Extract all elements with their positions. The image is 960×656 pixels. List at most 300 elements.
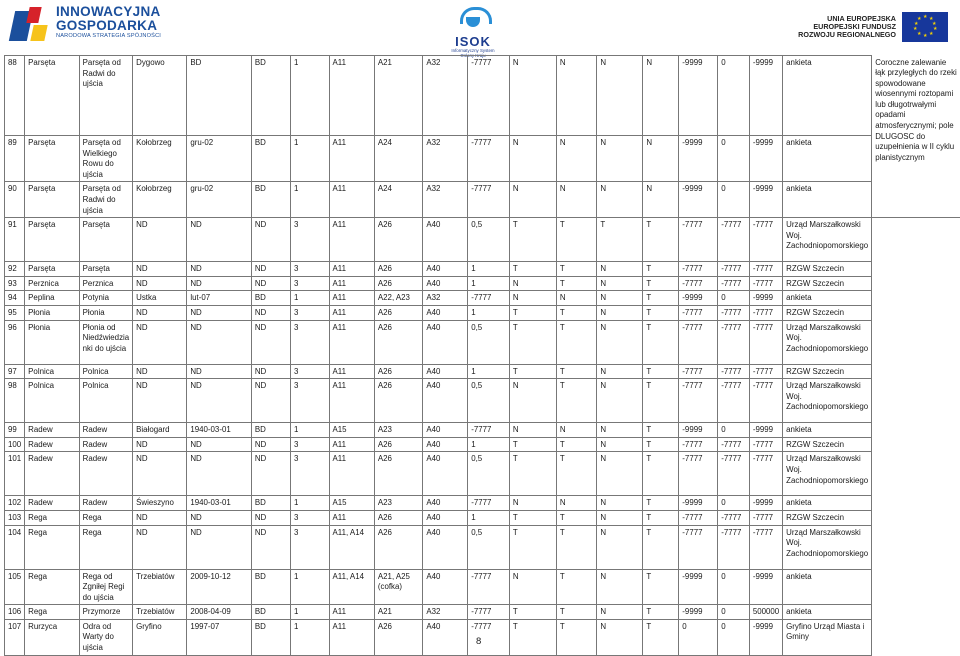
table-cell: A11, A14 bbox=[329, 569, 374, 605]
table-cell: A11 bbox=[329, 452, 374, 496]
table-cell: -7777 bbox=[718, 305, 750, 320]
table-cell: -9999 bbox=[749, 619, 782, 655]
table-cell: ankieta bbox=[783, 569, 872, 605]
table-cell: A11 bbox=[329, 56, 374, 136]
table-row bbox=[5, 136, 960, 182]
table-cell: A11 bbox=[329, 437, 374, 452]
table-cell: Płonia bbox=[25, 320, 80, 364]
table-cell: T bbox=[509, 437, 556, 452]
table-cell: -9999 bbox=[749, 496, 782, 511]
table-cell: ankieta bbox=[783, 423, 872, 438]
table-cell: BD bbox=[251, 496, 290, 511]
table-cell: Radew bbox=[25, 496, 80, 511]
table-cell: 1 bbox=[468, 437, 510, 452]
table-cell: Parsęta bbox=[79, 218, 132, 262]
table-cell: -7777 bbox=[718, 276, 750, 291]
table-row bbox=[5, 525, 960, 569]
table-cell: T bbox=[509, 364, 556, 379]
table-cell: A32 bbox=[423, 182, 468, 218]
table-cell: -7777 bbox=[679, 320, 718, 364]
table-cell: Urząd Marszałkowski Woj. Zachodniopomorskiego bbox=[783, 452, 872, 496]
table-cell: -7777 bbox=[468, 182, 510, 218]
table-cell: -7777 bbox=[468, 496, 510, 511]
table-cell: -7777 bbox=[468, 569, 510, 605]
table-cell: 92 bbox=[5, 262, 25, 277]
table-cell: BD bbox=[251, 423, 290, 438]
table-cell: 90 bbox=[5, 182, 25, 218]
table-cell: -9999 bbox=[749, 291, 782, 306]
table-cell: 103 bbox=[5, 510, 25, 525]
table-cell: Polnica bbox=[25, 364, 80, 379]
table-cell: A23 bbox=[374, 423, 422, 438]
table-cell: N bbox=[556, 56, 597, 136]
table-cell: 95 bbox=[5, 305, 25, 320]
table-cell: A11 bbox=[329, 276, 374, 291]
table-cell: -9999 bbox=[679, 569, 718, 605]
table-cell: T bbox=[509, 619, 556, 655]
table-cell: Parsęta od Wielkiego Rowu do ujścia bbox=[79, 136, 132, 182]
table-cell: BD bbox=[251, 569, 290, 605]
table-cell: 0 bbox=[718, 56, 750, 136]
table-cell: -7777 bbox=[749, 510, 782, 525]
table-cell: A40 bbox=[423, 276, 468, 291]
table-cell: ankieta bbox=[783, 182, 872, 218]
table-cell: ND bbox=[133, 218, 187, 262]
table-cell: A11 bbox=[329, 262, 374, 277]
table-cell: N bbox=[597, 364, 643, 379]
table-cell: 0 bbox=[718, 605, 750, 620]
table-cell: 100 bbox=[5, 437, 25, 452]
table-cell: 101 bbox=[5, 452, 25, 496]
table-cell: A11 bbox=[329, 320, 374, 364]
table-cell: ankieta bbox=[783, 56, 872, 136]
table-cell: -7777 bbox=[679, 452, 718, 496]
table-cell: 0 bbox=[718, 423, 750, 438]
table-cell: T bbox=[643, 510, 679, 525]
table-cell: ND bbox=[133, 452, 187, 496]
table-cell: A40 bbox=[423, 320, 468, 364]
table-cell: ND bbox=[187, 510, 251, 525]
table-cell: ND bbox=[133, 364, 187, 379]
table-cell: A40 bbox=[423, 262, 468, 277]
eu-line-1: UNIA EUROPEJSKA bbox=[798, 15, 896, 23]
table-cell: 0 bbox=[718, 569, 750, 605]
table-cell: -7777 bbox=[749, 452, 782, 496]
table-cell: 1 bbox=[468, 364, 510, 379]
table-cell: 2008-04-09 bbox=[187, 605, 251, 620]
table-cell: N bbox=[597, 320, 643, 364]
table-cell: Radew bbox=[25, 423, 80, 438]
table-cell: 3 bbox=[290, 525, 329, 569]
table-cell: N bbox=[643, 136, 679, 182]
table-cell: T bbox=[643, 364, 679, 379]
table-cell: -9999 bbox=[679, 496, 718, 511]
table-cell: ND bbox=[133, 262, 187, 277]
logo-line-1: INNOWACYJNA bbox=[56, 5, 161, 19]
table-cell: BD bbox=[251, 56, 290, 136]
table-cell: Polnica bbox=[79, 379, 132, 423]
table-cell: ND bbox=[251, 437, 290, 452]
table-cell: Gryfino bbox=[133, 619, 187, 655]
table-cell: N bbox=[643, 182, 679, 218]
table-cell: -7777 bbox=[749, 262, 782, 277]
table-cell: Przymorze bbox=[79, 605, 132, 620]
table-cell: N bbox=[556, 423, 597, 438]
table-cell: A23 bbox=[374, 496, 422, 511]
table-cell: Radew bbox=[79, 496, 132, 511]
logo-line-3: NARODOWA STRATEGIA SPÓJNOŚCI bbox=[56, 34, 161, 40]
table-row bbox=[5, 379, 960, 423]
table-cell: N bbox=[597, 605, 643, 620]
table-cell: Rega od Zgniłej Regi do ujścia bbox=[79, 569, 132, 605]
table-cell: Urząd Marszałkowski Woj. Zachodniopomorskiego bbox=[783, 525, 872, 569]
table-cell: -9999 bbox=[749, 569, 782, 605]
table-cell: ND bbox=[187, 364, 251, 379]
table-cell: T bbox=[643, 218, 679, 262]
table-cell: A21, A25 (cofka) bbox=[374, 569, 422, 605]
ig-logo-mark-icon bbox=[12, 5, 50, 43]
table-cell: Rega bbox=[25, 605, 80, 620]
table-row bbox=[5, 569, 960, 605]
table-cell: A26 bbox=[374, 262, 422, 277]
innowacyjna-gospodarka-logo bbox=[12, 5, 161, 43]
table-cell: T bbox=[509, 525, 556, 569]
table-cell: T bbox=[643, 605, 679, 620]
table-row bbox=[5, 262, 960, 277]
table-cell: -9999 bbox=[679, 56, 718, 136]
table-cell: T bbox=[643, 423, 679, 438]
table-cell: T bbox=[643, 305, 679, 320]
table-cell: 97 bbox=[5, 364, 25, 379]
table-cell: A40 bbox=[423, 496, 468, 511]
table-cell: RZGW Szczecin bbox=[783, 510, 872, 525]
table-cell: Radew bbox=[79, 423, 132, 438]
table-cell: 102 bbox=[5, 496, 25, 511]
table-cell: RZGW Szczecin bbox=[783, 364, 872, 379]
table-cell: Perznica bbox=[25, 276, 80, 291]
table-cell: 1 bbox=[468, 510, 510, 525]
table-row bbox=[5, 619, 960, 655]
table-cell: -9999 bbox=[679, 605, 718, 620]
table-cell: 0,5 bbox=[468, 320, 510, 364]
table-cell: T bbox=[597, 218, 643, 262]
table-cell: ND bbox=[133, 276, 187, 291]
table-cell: 104 bbox=[5, 525, 25, 569]
isok-sub-2: Osłony Kraju bbox=[438, 54, 508, 59]
table-cell: A26 bbox=[374, 305, 422, 320]
empty-remarks-cell bbox=[872, 218, 960, 262]
table-cell: -7777 bbox=[749, 218, 782, 262]
table-cell: A32 bbox=[423, 136, 468, 182]
isok-sub-1: Informatyczny System bbox=[438, 49, 508, 54]
table-cell: gru-02 bbox=[187, 136, 251, 182]
table-cell: Trzebiatów bbox=[133, 605, 187, 620]
table-cell: lut-07 bbox=[187, 291, 251, 306]
table-cell: ND bbox=[251, 364, 290, 379]
table-cell: ND bbox=[187, 452, 251, 496]
table-cell: Parsęta bbox=[25, 218, 80, 262]
table-cell: T bbox=[509, 218, 556, 262]
table-cell: Ustka bbox=[133, 291, 187, 306]
table-cell: A26 bbox=[374, 379, 422, 423]
table-cell: 1940-03-01 bbox=[187, 496, 251, 511]
table-cell: ND bbox=[133, 320, 187, 364]
table-cell: -7777 bbox=[468, 291, 510, 306]
table-cell: -7777 bbox=[679, 437, 718, 452]
empty-remarks-cell bbox=[872, 305, 960, 320]
table-cell: Urząd Marszałkowski Woj. Zachodniopomorskiego bbox=[783, 379, 872, 423]
table-cell: RZGW Szczecin bbox=[783, 262, 872, 277]
table-cell: Białogard bbox=[133, 423, 187, 438]
table-cell: -7777 bbox=[679, 262, 718, 277]
eu-logo bbox=[798, 12, 948, 42]
table-cell: 99 bbox=[5, 423, 25, 438]
table-cell: A40 bbox=[423, 437, 468, 452]
table-cell: -7777 bbox=[468, 619, 510, 655]
table-cell: -7777 bbox=[718, 364, 750, 379]
table-cell: A24 bbox=[374, 136, 422, 182]
table-row bbox=[5, 496, 960, 511]
isok-wordmark: ISOK bbox=[438, 34, 508, 49]
table-cell: A26 bbox=[374, 218, 422, 262]
table-cell: Płonia bbox=[79, 305, 132, 320]
table-cell: Kołobrzeg bbox=[133, 136, 187, 182]
table-cell: ND bbox=[251, 525, 290, 569]
table-cell: -7777 bbox=[679, 364, 718, 379]
table-cell: N bbox=[597, 423, 643, 438]
table-cell: -9999 bbox=[679, 291, 718, 306]
table-cell: A40 bbox=[423, 305, 468, 320]
table-cell: 0,5 bbox=[468, 525, 510, 569]
table-cell: 0 bbox=[679, 619, 718, 655]
table-cell: N bbox=[509, 182, 556, 218]
table-cell: N bbox=[597, 510, 643, 525]
table-cell: ND bbox=[187, 437, 251, 452]
table-cell: 89 bbox=[5, 136, 25, 182]
table-cell: Świeszyno bbox=[133, 496, 187, 511]
table-cell: ankieta bbox=[783, 136, 872, 182]
table-cell: ND bbox=[251, 510, 290, 525]
table-cell: 0 bbox=[718, 182, 750, 218]
flood-events-table bbox=[4, 55, 960, 656]
table-cell: T bbox=[556, 364, 597, 379]
table-cell: 0,5 bbox=[468, 452, 510, 496]
table-cell: A40 bbox=[423, 525, 468, 569]
table-cell: T bbox=[643, 437, 679, 452]
table-row bbox=[5, 423, 960, 438]
table-cell: N bbox=[509, 569, 556, 605]
table-row bbox=[5, 56, 960, 136]
table-cell: -9999 bbox=[749, 56, 782, 136]
table-cell: T bbox=[556, 379, 597, 423]
table-cell: ankieta bbox=[783, 605, 872, 620]
table-cell: -7777 bbox=[468, 136, 510, 182]
table-cell: T bbox=[509, 320, 556, 364]
table-cell: Parsęta bbox=[25, 136, 80, 182]
empty-remarks-cell bbox=[872, 379, 960, 423]
table-cell: T bbox=[556, 218, 597, 262]
table-cell: Płonia bbox=[25, 305, 80, 320]
table-cell: -7777 bbox=[679, 379, 718, 423]
table-cell: N bbox=[597, 262, 643, 277]
table-cell: 1 bbox=[290, 182, 329, 218]
table-row bbox=[5, 605, 960, 620]
table-cell: Trzebiatów bbox=[133, 569, 187, 605]
empty-remarks-cell bbox=[872, 364, 960, 379]
table-cell: 3 bbox=[290, 437, 329, 452]
table-cell: A11 bbox=[329, 605, 374, 620]
table-cell: -7777 bbox=[468, 605, 510, 620]
table-cell: 105 bbox=[5, 569, 25, 605]
table-cell: Polnica bbox=[25, 379, 80, 423]
table-cell: T bbox=[509, 605, 556, 620]
empty-remarks-cell bbox=[872, 619, 960, 655]
table-cell: Rega bbox=[25, 510, 80, 525]
table-cell: 88 bbox=[5, 56, 25, 136]
table-cell: ND bbox=[133, 379, 187, 423]
table-cell: T bbox=[509, 262, 556, 277]
table-cell: A26 bbox=[374, 525, 422, 569]
table-cell: A11 bbox=[329, 218, 374, 262]
table-cell: -7777 bbox=[718, 218, 750, 262]
table-cell: 94 bbox=[5, 291, 25, 306]
table-row bbox=[5, 218, 960, 262]
table-cell: T bbox=[556, 525, 597, 569]
table-cell: N bbox=[509, 56, 556, 136]
table-cell: -7777 bbox=[749, 364, 782, 379]
table-cell: A11 bbox=[329, 136, 374, 182]
table-cell: A40 bbox=[423, 452, 468, 496]
table-cell: A22, A23 bbox=[374, 291, 422, 306]
table-cell: 1 bbox=[290, 605, 329, 620]
table-cell: 106 bbox=[5, 605, 25, 620]
table-cell: 0,5 bbox=[468, 218, 510, 262]
table-cell: -7777 bbox=[749, 525, 782, 569]
table-cell: ND bbox=[187, 276, 251, 291]
table-cell: 3 bbox=[290, 262, 329, 277]
table-cell: N bbox=[597, 276, 643, 291]
logo-line-2: GOSPODARKA bbox=[56, 19, 161, 33]
table-cell: N bbox=[556, 496, 597, 511]
table-cell: 1997-07 bbox=[187, 619, 251, 655]
table-cell: 3 bbox=[290, 379, 329, 423]
table-cell: N bbox=[509, 136, 556, 182]
table-cell: T bbox=[556, 276, 597, 291]
table-cell: Radew bbox=[25, 452, 80, 496]
table-row bbox=[5, 305, 960, 320]
table-cell: Parsęta bbox=[25, 182, 80, 218]
table-cell: 3 bbox=[290, 218, 329, 262]
table-cell: T bbox=[556, 510, 597, 525]
table-cell: ND bbox=[133, 510, 187, 525]
table-cell: -9999 bbox=[749, 182, 782, 218]
table-cell: BD bbox=[251, 136, 290, 182]
table-cell: BD bbox=[251, 619, 290, 655]
table-cell: 3 bbox=[290, 320, 329, 364]
table-cell: 3 bbox=[290, 364, 329, 379]
table-cell: -7777 bbox=[718, 452, 750, 496]
table-cell: A11 bbox=[329, 379, 374, 423]
table-cell: Parsęta bbox=[25, 262, 80, 277]
table-cell: A11, A14 bbox=[329, 525, 374, 569]
table-cell: N bbox=[509, 379, 556, 423]
table-cell: 1 bbox=[468, 305, 510, 320]
table-cell: A40 bbox=[423, 379, 468, 423]
table-cell: T bbox=[556, 619, 597, 655]
table-cell: A32 bbox=[423, 56, 468, 136]
table-cell: 1 bbox=[290, 136, 329, 182]
table-cell: 2009-10-12 bbox=[187, 569, 251, 605]
table-cell: Potynia bbox=[79, 291, 132, 306]
table-cell: T bbox=[556, 437, 597, 452]
table-cell: BD bbox=[251, 182, 290, 218]
table-cell: T bbox=[643, 276, 679, 291]
table-cell: 0 bbox=[718, 496, 750, 511]
table-cell: -7777 bbox=[749, 379, 782, 423]
table-cell: A15 bbox=[329, 496, 374, 511]
table-cell: A11 bbox=[329, 305, 374, 320]
table-cell: T bbox=[556, 605, 597, 620]
table-cell: N bbox=[556, 182, 597, 218]
table-cell: T bbox=[643, 291, 679, 306]
table-cell: -7777 bbox=[749, 305, 782, 320]
table-cell: -7777 bbox=[749, 320, 782, 364]
table-cell: ND bbox=[187, 379, 251, 423]
table-cell: RZGW Szczecin bbox=[783, 305, 872, 320]
table-cell: -7777 bbox=[718, 379, 750, 423]
table-cell: Radew bbox=[79, 437, 132, 452]
table-cell: 93 bbox=[5, 276, 25, 291]
table-cell: 1 bbox=[290, 569, 329, 605]
table-cell: Parsęta od Radwi do ujścia bbox=[79, 182, 132, 218]
table-cell: -7777 bbox=[468, 56, 510, 136]
table-cell: N bbox=[597, 437, 643, 452]
eu-line-2: EUROPEJSKI FUNDUSZ bbox=[798, 23, 896, 31]
table-cell: 1 bbox=[290, 496, 329, 511]
table-cell: N bbox=[597, 379, 643, 423]
table-cell: ND bbox=[133, 525, 187, 569]
table-cell: -7777 bbox=[468, 423, 510, 438]
table-cell: N bbox=[597, 496, 643, 511]
table-cell: T bbox=[556, 262, 597, 277]
table-cell: ND bbox=[251, 320, 290, 364]
table-cell: -9999 bbox=[749, 423, 782, 438]
table-cell: -7777 bbox=[679, 276, 718, 291]
table-cell: A15 bbox=[329, 423, 374, 438]
table-cell: T bbox=[509, 452, 556, 496]
table-row bbox=[5, 437, 960, 452]
table-cell: N bbox=[556, 291, 597, 306]
table-cell: Płonia od Niedźwiedzia nki do ujścia bbox=[79, 320, 132, 364]
table-cell: A24 bbox=[374, 182, 422, 218]
table-cell: 3 bbox=[290, 276, 329, 291]
table-cell: A26 bbox=[374, 619, 422, 655]
table-cell: 1 bbox=[468, 276, 510, 291]
empty-remarks-cell bbox=[872, 496, 960, 511]
empty-remarks-cell bbox=[872, 569, 960, 605]
table-cell: -7777 bbox=[718, 525, 750, 569]
table-cell: N bbox=[597, 525, 643, 569]
table-cell: 1 bbox=[290, 56, 329, 136]
table-cell: Radew bbox=[25, 437, 80, 452]
table-cell: N bbox=[509, 496, 556, 511]
table-cell: -9999 bbox=[679, 423, 718, 438]
table-cell: T bbox=[556, 320, 597, 364]
table-cell: ND bbox=[251, 379, 290, 423]
table-cell: T bbox=[509, 305, 556, 320]
table-cell: 3 bbox=[290, 510, 329, 525]
empty-remarks-cell bbox=[872, 437, 960, 452]
